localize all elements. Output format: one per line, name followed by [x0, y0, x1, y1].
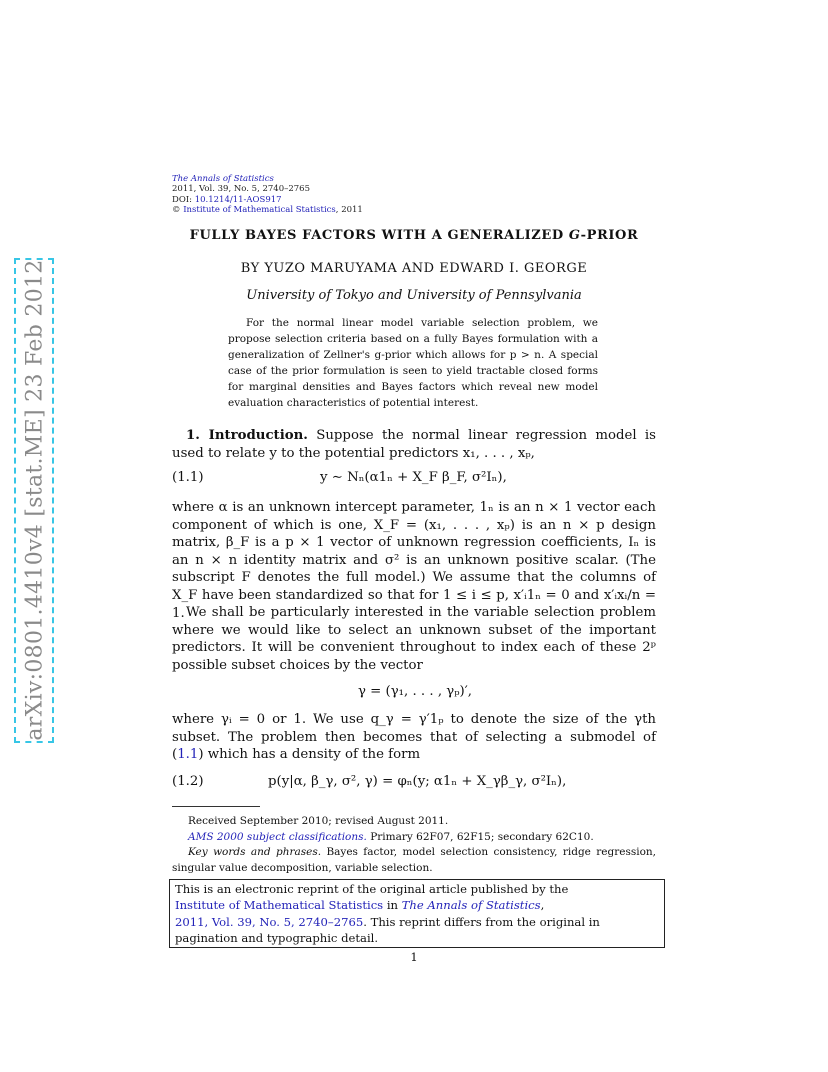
equation-ref-link[interactable]: 1.1	[177, 747, 199, 763]
arxiv-stamp: arXiv:0801.4410v4 [stat.ME] 23 Feb 2012	[22, 259, 48, 741]
abstract: For the normal linear model variable selection problem, we propose selection criteria based on a fully Bayes formulation with a generalization of Zellner's g-prior which allows for p > n. A special case of the prior formulation is seen to yield tractable closed forms for marginal densities and Bayes factors which reveal new model evaluation characteristics of potential interest.	[228, 317, 598, 409]
reprint-notice: This is an electronic reprint of the original article published by the Institute of Mathematical Statistics in The Annals of Statistics, 2011, Vol. 39, No. 5, 2740–2765. This reprint differs from the original in pagination and typographic detail.	[169, 879, 665, 948]
page-number: 1	[410, 950, 418, 964]
equation-number: (1.2)	[172, 774, 204, 789]
equation-formula: p(y|α, β_γ, σ², γ) = φₙ(y; α1ₙ + X_γβ_γ, σ²Iₙ),	[268, 774, 567, 789]
equation-formula: y ∼ Nₙ(α1ₙ + X_F β_F, σ²Iₙ),	[320, 470, 507, 485]
reprint-journal-link[interactable]: The Annals of Statistics	[401, 898, 541, 913]
copyright-line: © Institute of Mathematical Statistics, 2011	[172, 204, 363, 215]
equation-formula: γ = (γ₁, . . . , γₚ)′,	[358, 684, 472, 699]
paragraph-definitions: where α is an unknown intercept parameter, 1ₙ is an n × 1 vector each component of which is one, X_F = (x₁, . . . , xₚ) is an n × p design matrix, β_F is a p × 1 vector of unknown regression coefficients, Iₙ is an n × n identity matrix and σ² is an unknown positive scalar. (The subscript F denotes the full model.) We assume that the columns of X_F have been standardized so that for 1 ≤ i ≤ p, x′ᵢ1ₙ = 0 and x′ᵢxᵢ/n = 1.	[172, 500, 656, 621]
section-heading: 1. Introduction.	[186, 428, 308, 443]
copyright-symbol: ©	[172, 204, 181, 215]
affiliation: University of Tokyo and University of Pennsylvania	[246, 288, 582, 303]
doi-line: DOI: 10.1214/11-AOS917	[172, 194, 282, 205]
authors: BY YUZO MARUYAMA AND EDWARD I. GEORGE	[240, 261, 588, 276]
reprint-ims-link[interactable]: Institute of Mathematical Statistics	[175, 898, 384, 913]
footnotes	[172, 814, 656, 876]
footnote-rule	[172, 806, 260, 807]
ams-link[interactable]: AMS 2000 subject classifications.	[188, 830, 367, 843]
paper-title: FULLY BAYES FACTORS WITH A GENERALIZED G-PRIOR	[189, 228, 639, 243]
paragraph-selection: We shall be particularly interested in the variable selection problem where we would like to select an unknown subset of the important predictors. It will be convenient throughout to index each of these 2ᵖ possible subset choices by the vector	[172, 605, 656, 673]
equation-1-2	[172, 774, 656, 792]
received-note: Received September 2010; revised August 2011.	[188, 815, 449, 827]
equation-1-1	[172, 470, 656, 488]
journal-link[interactable]: The Annals of Statistics	[172, 174, 274, 184]
reprint-citation-link[interactable]: 2011, Vol. 39, No. 5, 2740–2765	[175, 914, 364, 929]
equation-number: (1.1)	[172, 470, 204, 485]
intro-paragraph: 1. Introduction. Suppose the normal linear regression model is used to relate y to the potential predictors x₁, . . . , xₚ,	[172, 428, 656, 461]
ams-classification: AMS 2000 subject classifications. Primary 62F07, 62F15; secondary 62C10.	[188, 830, 594, 843]
paragraph-submodel: where γᵢ = 0 or 1. We use q_γ = γ′1ₚ to denote the size of the γth subset. The problem then becomes that of selecting a submodel of (1.1) which has a density of the form	[172, 712, 656, 763]
gamma-equation	[172, 684, 656, 702]
journal-header	[172, 174, 363, 215]
keywords: Key words and phrases. Bayes factor, model selection consistency, ridge regression, singular value decomposition, variable selection.	[172, 846, 657, 874]
doi-link[interactable]: 10.1214/11-AOS917	[194, 194, 282, 205]
volume-line: 2011, Vol. 39, No. 5, 2740–2765	[172, 184, 310, 195]
ims-link[interactable]: Institute of Mathematical Statistics	[183, 204, 336, 215]
